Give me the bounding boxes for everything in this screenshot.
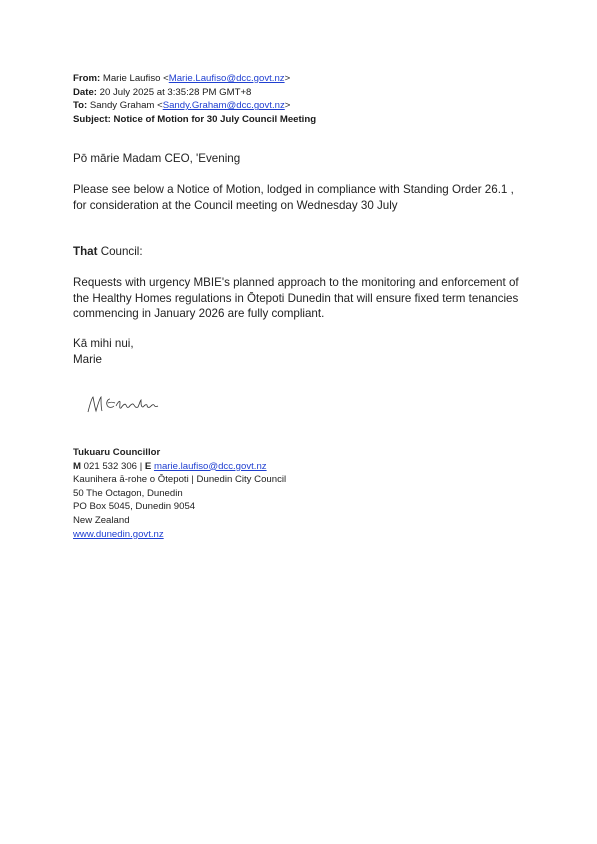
closing-name: Marie	[73, 352, 102, 366]
address-line-2: PO Box 5045, Dunedin 9054	[73, 501, 196, 513]
to-name: Sandy Graham	[89, 100, 155, 112]
to-email-link[interactable]: Sandy.Graham@dcc.govt.nz	[162, 100, 285, 112]
signature-email-link[interactable]: marie.laufiso@dcc.govt.nz	[153, 460, 267, 472]
motion-line-1: Requests with urgency MBIE's planned approach to the monitoring and enforcement of	[73, 276, 519, 289]
country-line: New Zealand	[73, 514, 130, 526]
date-value: 20 July 2025 at 3:35:28 PM GMT+8	[99, 86, 252, 98]
that-rest: Council:	[97, 245, 143, 258]
mobile-label: M	[73, 460, 81, 472]
website-link[interactable]: www.dunedin.govt.nz	[73, 528, 164, 540]
motion-line-2: the Healthy Homes regulations in Ōtepoti Dunedin that will ensure fixed term tenancies	[73, 291, 519, 305]
intro-line-2: for consideration at the Council meeting on Wednesday 30 July	[73, 198, 398, 212]
from-line: From: Marie Laufiso <Marie.Laufiso@dcc.govt.nz>	[73, 73, 291, 84]
greeting: Pō mārie Madam CEO, 'Evening	[73, 152, 241, 165]
mobile-number: 021 532 306	[83, 460, 138, 472]
date-line	[73, 86, 316, 100]
org-line: Kaunihera ā-rohe o Ōtepoti | Dunedin City Council	[73, 474, 287, 486]
contact-line	[73, 460, 286, 474]
motion-line-3: commencing in January 2026 are fully compliant.	[73, 307, 325, 321]
that-council-line	[73, 244, 143, 260]
signature-block	[73, 446, 286, 541]
subject-line	[73, 113, 316, 127]
intro-paragraph	[73, 182, 514, 213]
closing-block	[73, 336, 134, 367]
from-name: Marie Laufiso	[102, 73, 161, 84]
date-label: Date:	[73, 86, 97, 98]
that-bold: That	[73, 245, 98, 258]
contact-separator: |	[139, 460, 143, 472]
signature-title: Tukuaru Councillor	[73, 447, 161, 458]
subject-value: Notice of Motion for 30 July Council Meeting	[113, 113, 317, 125]
closing-line: Kā mihi nui,	[73, 337, 134, 350]
intro-line-1: Please see below a Notice of Motion, lodged in compliance with Standing Order 26.1 ,	[73, 183, 514, 196]
from-label: From:	[73, 73, 101, 84]
handwritten-signature	[86, 392, 162, 418]
motion-paragraph	[73, 275, 519, 322]
from-email-link[interactable]: Marie.Laufiso@dcc.govt.nz	[168, 73, 285, 84]
to-line: To: Sandy Graham <Sandy.Graham@dcc.govt.nz>	[73, 100, 291, 112]
email-header	[73, 72, 316, 126]
email-label: E	[144, 460, 152, 472]
to-label: To:	[73, 100, 88, 112]
subject-label: Subject:	[73, 113, 111, 125]
address-line-1: 50 The Octagon, Dunedin	[73, 487, 183, 499]
